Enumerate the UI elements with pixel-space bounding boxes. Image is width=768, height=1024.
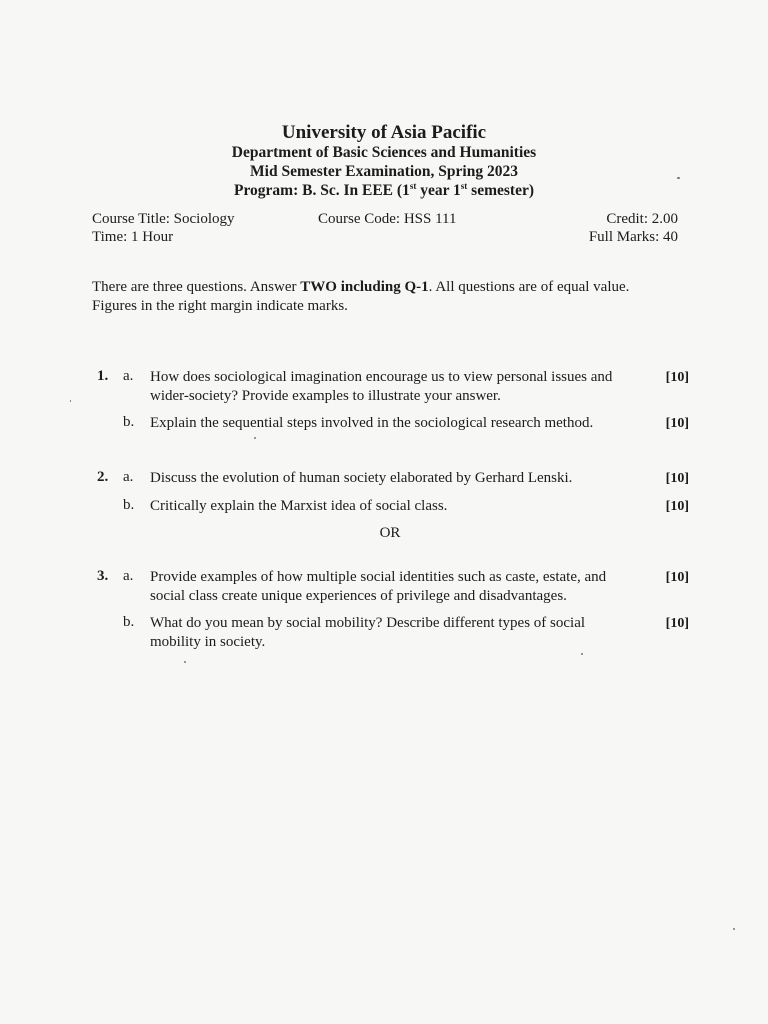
instructions-part-2: . All questions are of equal value. <box>428 279 630 295</box>
program-sup-1: st <box>409 181 417 191</box>
question-1b-label: b. <box>123 414 135 430</box>
credit: Credit: 2.00 <box>606 211 678 227</box>
course-title: Course Title: Sociology <box>92 211 235 227</box>
question-3a-text: Provide examples of how multiple social identities such as caste, estate, and social class create unique experiences of privilege and disadvantages. <box>150 569 607 604</box>
department-title: Department of Basic Sciences and Humanities <box>231 144 537 161</box>
question-3b-label: b. <box>123 614 135 630</box>
question-1b-marks: [10] <box>665 416 689 431</box>
scan-speck <box>733 928 735 930</box>
question-3b-marks: [10] <box>665 616 689 631</box>
scan-speck <box>70 400 71 402</box>
scan-speck <box>581 653 583 655</box>
instructions-line-2: Figures in the right margin indicate marks. <box>92 298 348 314</box>
time-allowed: Time: 1 Hour <box>92 229 174 245</box>
question-1-number: 1. <box>97 368 109 384</box>
question-2b-marks: [10] <box>665 499 689 514</box>
question-2a-text: Discuss the evolution of human society elaborated by Gerhard Lenski. <box>150 470 573 486</box>
question-2a-label: a. <box>123 469 134 485</box>
question-1b-text: Explain the sequential steps involved in the sociological research method. <box>150 415 594 431</box>
exam-title: Mid Semester Examination, Spring 2023 <box>250 163 518 180</box>
university-title: University of Asia Pacific <box>281 122 487 143</box>
program-suffix: semester) <box>467 182 534 200</box>
question-3a-label: a. <box>123 568 134 584</box>
question-3-number: 3. <box>97 568 109 584</box>
question-3b-text: What do you mean by social mobility? Describe different types of social mobility in society. <box>150 615 586 650</box>
question-1a-label: a. <box>123 368 134 384</box>
scan-speck <box>254 437 256 439</box>
instructions-bold: TWO including Q-1 <box>300 279 429 295</box>
program-sup-2: st <box>460 181 468 191</box>
question-1a-text: How does sociological imagination encourage us to view personal issues and wider-society? Provide examples to illustrate your answer. <box>150 369 613 404</box>
question-2b-label: b. <box>123 497 135 513</box>
full-marks: Full Marks: 40 <box>588 229 678 245</box>
course-code: Course Code: HSS 111 <box>318 211 457 227</box>
program-title <box>0 181 768 200</box>
or-separator: OR <box>379 525 401 541</box>
program-prefix: Program: B. Sc. In EEE (1 <box>233 182 410 200</box>
question-2a-marks: [10] <box>665 471 689 486</box>
instructions <box>92 278 687 297</box>
question-3a-marks: [10] <box>665 570 689 585</box>
scan-speck <box>677 177 680 179</box>
instructions-part-1: There are three questions. Answer <box>92 279 301 295</box>
scan-speck <box>184 661 186 663</box>
question-2-number: 2. <box>97 469 109 485</box>
question-2b-text: Critically explain the Marxist idea of social class. <box>150 498 448 514</box>
question-1a-marks: [10] <box>665 370 689 385</box>
program-mid: year 1 <box>416 182 461 200</box>
